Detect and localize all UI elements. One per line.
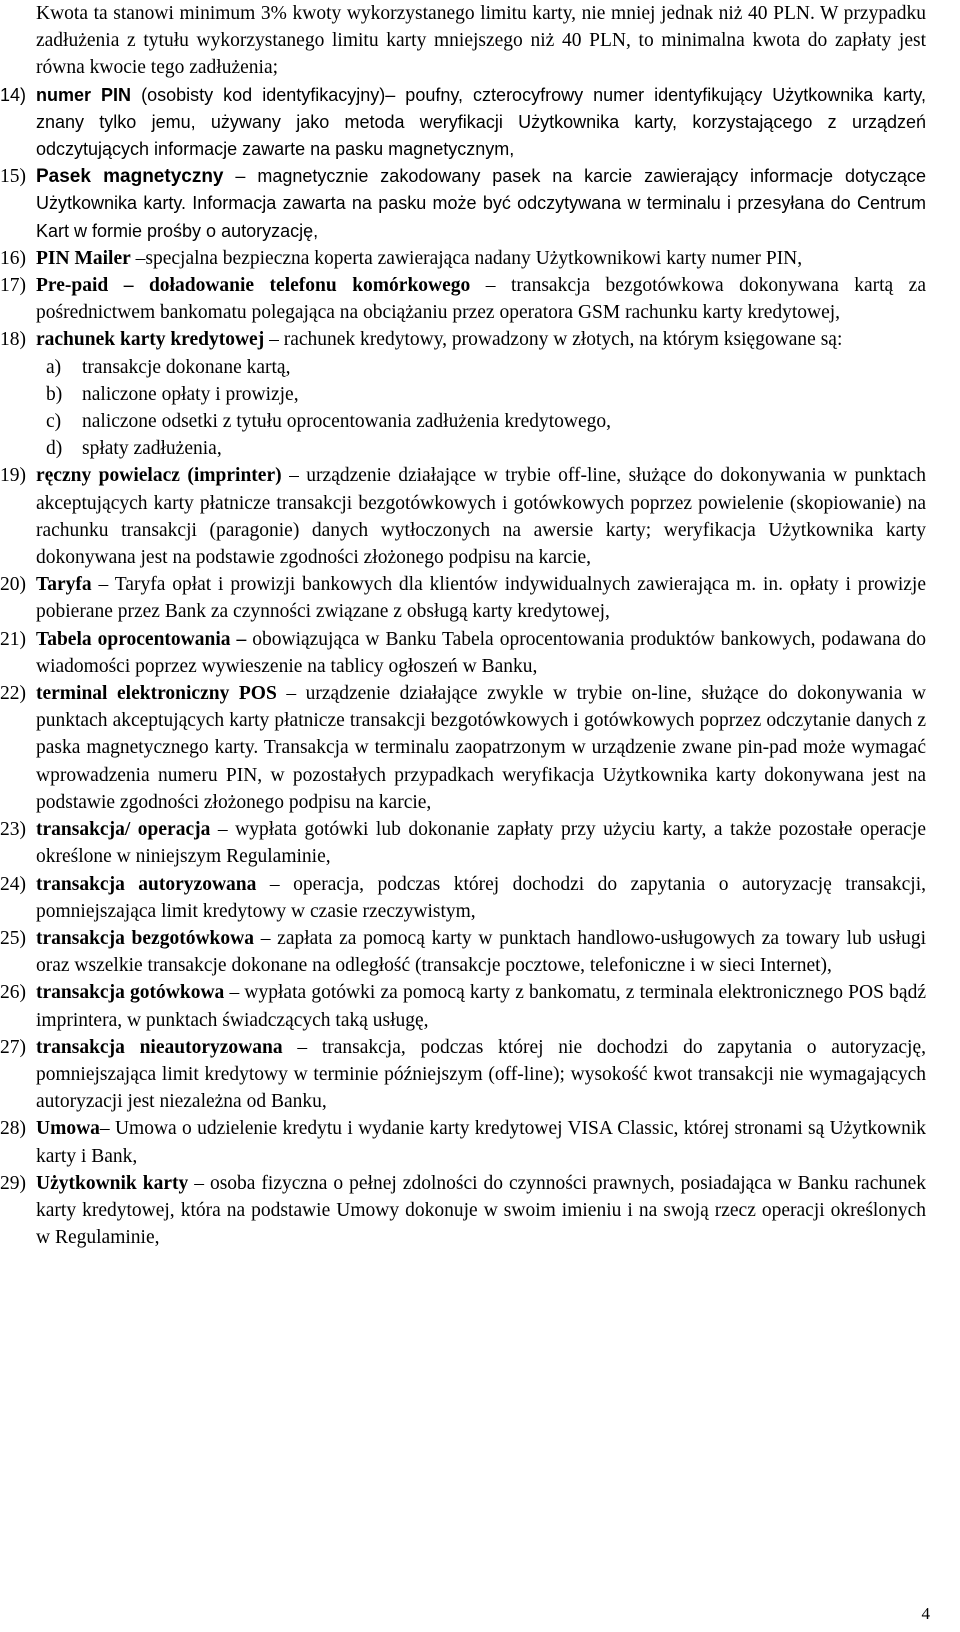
definition: – urządzenie działające zwykle w trybie on-line, służące do dokonywania w punktach akceptujących karty płatnicze transakcji bezgotówkowych i gotówkowych poprzez odczytanie danych z paska magnetycznego karty. Transakcja w terminalu zaopatrzonym w urządzenie zwane pin-pad może wymagać wprowadzenia numeru PIN, w pozostałych przypadkach weryfikacja Użytkownika karty dokonywana jest na podstawie zgodności złożonego podpisu na karcie, xyxy=(36,683,926,813)
item-number: 21) xyxy=(0,628,26,650)
definition: (osobisty kod identyfikacyjny)– poufny, czterocyfrowy numer identyfikujący Użytkownika karty, znany tylko jemu, używany jako metoda weryfikacji Użytkownika karty, korzystającego z urządzeń odczytujących informacje zawarte na pasku magnetycznym, xyxy=(36,84,926,160)
term: Użytkownik karty xyxy=(36,1172,189,1194)
definition-item-29 xyxy=(0,1170,926,1252)
list-letter: c) xyxy=(46,411,62,433)
term: transakcja/ operacja xyxy=(36,819,211,841)
list-item xyxy=(36,435,926,462)
item-number: 14) xyxy=(0,84,27,105)
definition-item-26 xyxy=(0,979,926,1033)
definition-item-28 xyxy=(0,1115,926,1169)
list-item xyxy=(36,381,926,408)
list-text: spłaty zadłużenia, xyxy=(82,438,222,460)
definition-item-14 xyxy=(0,82,926,164)
item-number: 19) xyxy=(0,465,26,487)
item-number: 16) xyxy=(0,247,26,269)
list-item xyxy=(36,408,926,435)
item-number: 25) xyxy=(0,927,26,949)
intro-paragraph xyxy=(36,0,926,82)
definition-item-18 xyxy=(0,326,926,462)
item-number: 27) xyxy=(0,1036,26,1058)
definition: – wypłata gotówki za pomocą karty z bankomatu, z terminala elektronicznego POS bądź imprintera, w punktach świadczących taką usługę, xyxy=(36,982,926,1031)
list-letter: a) xyxy=(46,356,62,378)
definition: – urządzenie działające w trybie off-line, służące do dokonywania w punktach akceptujących karty płatnicze transakcji bezgotówkowych i gotówkowych poprzez powielenie (skopiowanie) na rachunku transakcji (paragonie) danych wytłoczonych na awersie karty; weryfikacja Użytkownika karty dokonywana jest na podstawie zgodności złożonego podpisu na karcie, xyxy=(36,465,926,569)
list-item xyxy=(36,354,926,381)
term: Taryfa xyxy=(36,574,92,596)
definition: obowiązująca w Banku Tabela oprocentowania produktów bankowych, podawana do wiadomości poprzez wywieszenie na tablicy ogłoszeń w Banku, xyxy=(36,628,926,677)
definition-item-15 xyxy=(0,163,927,245)
definition-item-27 xyxy=(0,1034,926,1116)
definition: – magnetycznie zakodowany pasek na karcie zawierający informacje dotyczące Użytkownika karty. Informacja zawarta na pasku może być odczytywana w terminalu i przesyłana do Centrum Kart w formie prośby o autoryzację, xyxy=(36,166,927,241)
definition-item-23 xyxy=(0,816,926,870)
definition-item-24 xyxy=(0,871,926,925)
term: terminal elektroniczny POS xyxy=(36,683,277,705)
definition: – wypłata gotówki lub dokonanie zapłaty przy użyciu karty, a także pozostałe operacje określone w niniejszym Regulaminie, xyxy=(36,819,926,868)
term: PIN Mailer xyxy=(36,247,131,269)
term: Tabela oprocentowania – xyxy=(36,628,247,650)
definition-item-17 xyxy=(0,272,926,326)
term: rachunek karty kredytowej xyxy=(36,329,265,351)
list-text: transakcje dokonane kartą, xyxy=(82,356,291,378)
definition: – osoba fizyczna o pełnej zdolności do czynności prawnych, posiadająca w Banku rachunek karty kredytowej, która na podstawie Umowy dokonuje w swoim imieniu i na swoją rzecz operacji określonych w Regulaminie, xyxy=(36,1172,926,1249)
definition-item-19 xyxy=(0,462,926,571)
term: transakcja bezgotówkowa xyxy=(36,927,254,949)
definition: – rachunek kredytowy, prowadzony w złotych, na którym księgowane są: xyxy=(264,329,843,351)
term: transakcja autoryzowana xyxy=(36,873,257,895)
definition-item-25 xyxy=(0,925,926,979)
definition-item-22 xyxy=(0,680,926,816)
item-number: 18) xyxy=(0,329,26,351)
definition: – Taryfa opłat i prowizji bankowych dla klientów indywidualnych zawierająca m. in. opłaty i prowizje pobierane przez Bank za czynności związane z obsługą karty kredytowej, xyxy=(36,574,926,623)
definition-item-20 xyxy=(0,571,926,625)
definition: – zapłata za pomocą karty w punktach handlowo-usługowych za towary lub usługi oraz wszelkie transakcje dokonane na odległość (transakcje pocztowe, telefoniczne i w sieci Internet), xyxy=(36,927,926,977)
term: Umowa xyxy=(36,1118,100,1140)
item-number: 26) xyxy=(0,982,26,1004)
definition: – transakcja bezgotówkowa dokonywana kartą za pośrednictwem bankomatu polegająca na obciążaniu przez operatora GSM rachunku karty kredytowej, xyxy=(36,275,926,324)
list-text: naliczone opłaty i prowizje, xyxy=(82,383,299,405)
item-number: 24) xyxy=(0,873,26,895)
list-letter: b) xyxy=(46,383,63,405)
item-number: 17) xyxy=(0,275,26,297)
definition: –specjalna bezpieczna koperta zawierająca nadany Użytkownikowi karty numer PIN, xyxy=(130,247,803,269)
definition: – Umowa o udzielenie kredytu i wydanie karty kredytowej VISA Classic, której stronami są Użytkownik karty i Bank, xyxy=(36,1118,926,1167)
term: numer PIN xyxy=(36,84,132,105)
definition: – operacja, podczas której dochodzi do zapytania o autoryzację transakcji, pomniejszająca limit kredytowy w czasie rzeczywistym, xyxy=(36,873,926,922)
list-letter: d) xyxy=(46,438,63,460)
term: transakcja gotówkowa xyxy=(36,982,225,1004)
term: Pre-paid – doładowanie telefonu komórkowego xyxy=(36,275,471,297)
item-number: 28) xyxy=(0,1118,26,1140)
item-number: 23) xyxy=(0,819,26,841)
term: Pasek magnetyczny xyxy=(36,166,224,188)
page-number: 4 xyxy=(921,1604,930,1623)
definition-item-16 xyxy=(0,245,926,272)
item-number: 15) xyxy=(0,166,26,188)
sublist xyxy=(36,354,926,463)
definition-item-21 xyxy=(0,626,926,680)
item-number: 20) xyxy=(0,574,26,596)
item-number: 22) xyxy=(0,683,26,705)
list-text: naliczone odsetki z tytułu oprocentowania zadłużenia kredytowego, xyxy=(82,411,612,433)
term: transakcja nieautoryzowana xyxy=(36,1036,283,1058)
definition: – transakcja, podczas której nie dochodzi do zapytania o autoryzację, pomniejszająca limit kredytowy w terminie późniejszym (off-line); wysokość kwot transakcji nie wymagających autoryzacji jest niezależna od Banku, xyxy=(36,1036,926,1113)
item-number: 29) xyxy=(0,1172,26,1194)
intro-text: Kwota ta stanowi minimum 3% kwoty wykorzystanego limitu karty, nie mniej jednak niż 40 PLN. W przypadku zadłużenia z tytułu wykorzystanego limitu karty mniejszego niż 40 PLN, to minimalna kwota do zapłaty jest równa kwocie tego zadłużenia; xyxy=(36,3,926,79)
term: ręczny powielacz (imprinter) xyxy=(36,465,282,487)
